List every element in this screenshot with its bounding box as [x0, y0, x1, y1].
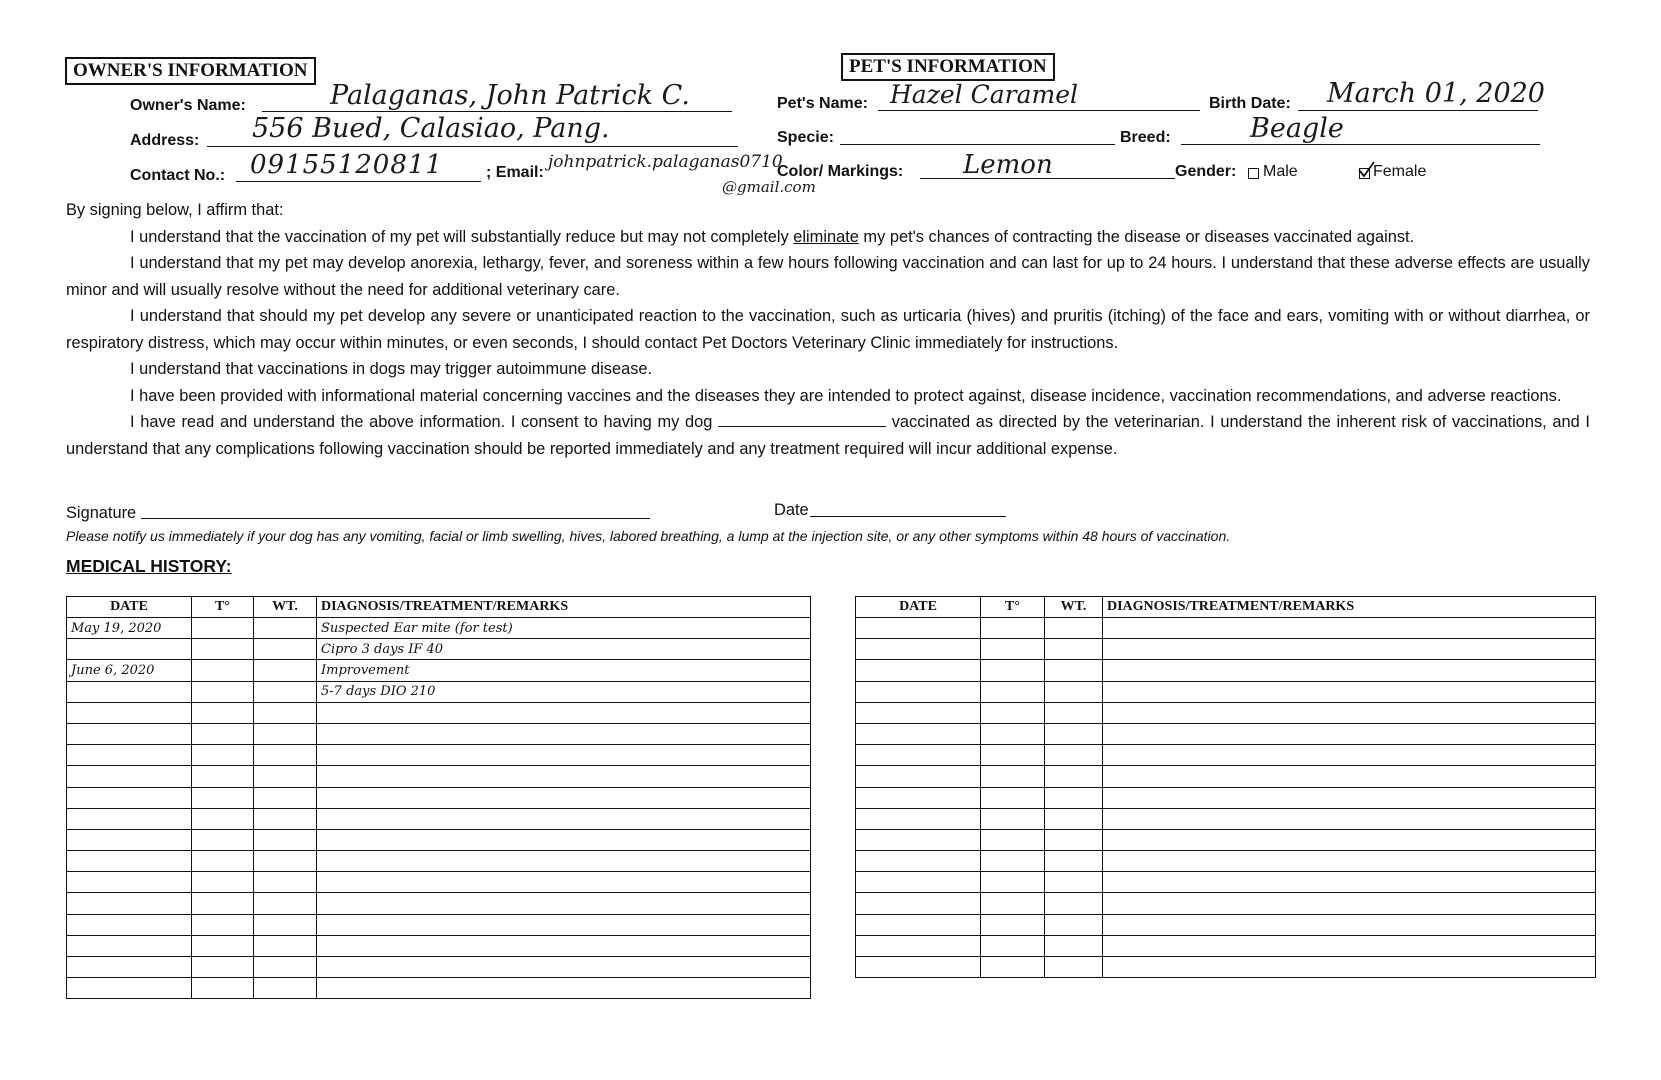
pet-name-label: Pet's Name:	[777, 95, 868, 112]
medical-history-table-right	[855, 596, 1596, 978]
weight-cell[interactable]	[254, 872, 317, 893]
remarks-cell[interactable]	[1103, 935, 1596, 956]
column-header-weight: WT.	[254, 597, 317, 618]
table-header-row	[856, 597, 1596, 618]
weight-cell[interactable]	[1045, 872, 1103, 893]
temp-cell[interactable]	[981, 808, 1045, 829]
pet-name-line	[878, 110, 1200, 111]
temp-cell[interactable]	[192, 723, 254, 744]
temp-cell[interactable]	[981, 957, 1045, 978]
temp-cell[interactable]	[192, 639, 254, 660]
table-row	[856, 914, 1596, 935]
temp-cell[interactable]	[192, 702, 254, 723]
pet-name-value[interactable]: Hazel Caramel	[890, 80, 1079, 109]
temp-cell[interactable]	[981, 745, 1045, 766]
pet-section-title: PET'S INFORMATION	[841, 53, 1055, 81]
weight-cell[interactable]	[254, 957, 317, 978]
table-row	[856, 851, 1596, 872]
signature-label: Signature	[66, 504, 137, 522]
remarks-cell[interactable]	[1103, 914, 1596, 935]
table-row	[856, 618, 1596, 639]
date-cell[interactable]	[856, 893, 981, 914]
date-cell[interactable]	[67, 745, 192, 766]
medical-history-title: MEDICAL HISTORY:	[66, 556, 232, 576]
breed-label: Breed:	[1120, 129, 1171, 146]
temp-cell[interactable]	[981, 766, 1045, 787]
birth-date-value[interactable]: March 01, 2020	[1327, 78, 1545, 109]
remarks-cell[interactable]	[317, 957, 811, 978]
date-cell[interactable]	[856, 723, 981, 744]
remarks-cell[interactable]	[1103, 618, 1596, 639]
temp-cell[interactable]	[192, 914, 254, 935]
table-row	[856, 872, 1596, 893]
temp-cell[interactable]	[192, 935, 254, 956]
weight-cell[interactable]	[1045, 723, 1103, 744]
date-cell[interactable]	[67, 957, 192, 978]
remarks-cell[interactable]	[1103, 723, 1596, 744]
temp-cell[interactable]	[981, 914, 1045, 935]
date-cell[interactable]	[67, 808, 192, 829]
weight-cell[interactable]	[254, 787, 317, 808]
date-cell[interactable]	[67, 639, 192, 660]
table-row	[67, 935, 811, 956]
table-row	[856, 639, 1596, 660]
weight-cell[interactable]	[254, 681, 317, 702]
consent-paragraph-1: I understand that the vaccination of my pet will substantially reduce but may not completely eliminate my pet's chances of contracting the disease or diseases vaccinated against.	[130, 227, 1415, 246]
owner-name-value[interactable]: Palaganas, John Patrick C.	[330, 80, 690, 111]
weight-cell[interactable]	[1045, 893, 1103, 914]
table-row	[856, 660, 1596, 681]
remarks-cell[interactable]	[1103, 893, 1596, 914]
consent-paragraph-4: I understand that vaccinations in dogs may trigger autoimmune disease.	[130, 360, 653, 378]
male-checkbox[interactable]	[1248, 168, 1259, 179]
date-cell[interactable]	[856, 681, 981, 702]
remarks-cell[interactable]	[1103, 639, 1596, 660]
date-cell[interactable]	[856, 829, 981, 850]
temp-cell[interactable]	[981, 702, 1045, 723]
remarks-cell[interactable]	[1103, 872, 1596, 893]
weight-cell[interactable]	[1045, 957, 1103, 978]
female-label: Female	[1373, 163, 1427, 180]
temp-cell[interactable]	[192, 681, 254, 702]
weight-cell[interactable]	[254, 829, 317, 850]
date-cell[interactable]	[67, 787, 192, 808]
date-cell[interactable]	[856, 745, 981, 766]
signature-line[interactable]	[141, 518, 650, 519]
table-row	[856, 766, 1596, 787]
remarks-cell[interactable]	[1103, 808, 1596, 829]
date-cell[interactable]	[856, 702, 981, 723]
temp-cell[interactable]	[192, 618, 254, 639]
notice-text: Please notify us immediately if your dog has any vomiting, facial or limb swelling, hives, labored breathing, a lump at the injection site, or any other symptoms within 48 hours of vaccination.	[66, 528, 1231, 544]
temp-cell[interactable]	[192, 829, 254, 850]
remarks-cell[interactable]	[317, 723, 811, 744]
temp-cell[interactable]	[981, 660, 1045, 681]
temp-cell[interactable]	[192, 957, 254, 978]
temp-cell[interactable]	[192, 745, 254, 766]
table-row	[856, 957, 1596, 978]
consent-text	[66, 197, 1590, 462]
date-cell[interactable]: June 6, 2020	[67, 660, 192, 681]
address-value[interactable]: 556 Bued, Calasiao, Pang.	[252, 113, 610, 144]
date-cell[interactable]	[67, 914, 192, 935]
temp-cell[interactable]	[981, 681, 1045, 702]
breed-line	[1181, 144, 1540, 145]
date-cell[interactable]	[856, 851, 981, 872]
date-line[interactable]	[810, 516, 1006, 517]
date-cell[interactable]	[67, 681, 192, 702]
remarks-cell[interactable]	[317, 893, 811, 914]
owner-name-line	[262, 111, 732, 112]
remarks-cell[interactable]	[317, 808, 811, 829]
column-header-date: DATE	[67, 597, 192, 618]
color-markings-value[interactable]: Lemon	[963, 150, 1053, 180]
date-cell[interactable]	[67, 851, 192, 872]
weight-cell[interactable]	[254, 660, 317, 681]
birth-date-line	[1298, 110, 1538, 111]
weight-cell[interactable]	[254, 808, 317, 829]
table-row	[856, 808, 1596, 829]
column-header-temp: T°	[981, 597, 1045, 618]
birth-date-label: Birth Date:	[1209, 95, 1291, 112]
table-row	[856, 787, 1596, 808]
temp-cell[interactable]	[192, 766, 254, 787]
weight-cell[interactable]	[254, 893, 317, 914]
column-header-remarks: DIAGNOSIS/TREATMENT/REMARKS	[1103, 597, 1596, 618]
remarks-cell[interactable]	[317, 787, 811, 808]
address-label: Address:	[130, 132, 200, 149]
table-row	[67, 957, 811, 978]
remarks-cell[interactable]	[317, 851, 811, 872]
date-cell[interactable]	[856, 766, 981, 787]
table-row	[67, 766, 811, 787]
table-row	[67, 829, 811, 850]
table-row	[67, 787, 811, 808]
weight-cell[interactable]	[1045, 681, 1103, 702]
column-header-date: DATE	[856, 597, 981, 618]
address-line	[207, 146, 738, 147]
table-row	[67, 914, 811, 935]
date-cell[interactable]	[856, 808, 981, 829]
date-cell[interactable]	[67, 829, 192, 850]
table-row	[67, 702, 811, 723]
weight-cell[interactable]	[254, 639, 317, 660]
table-row	[67, 660, 811, 681]
table-row	[67, 618, 811, 639]
consent-paragraph-6: I have read and understand the above information. I consent to having my dog vaccinated as directed by the veterinarian. I understand the inherent risk of vaccinations, and I understand that any complications following vaccination should be reported immediately and any treatment required will incur additional expense.	[66, 413, 1590, 458]
weight-cell[interactable]	[1045, 702, 1103, 723]
weight-cell[interactable]	[254, 978, 317, 999]
remarks-cell[interactable]	[317, 914, 811, 935]
remarks-cell[interactable]	[317, 829, 811, 850]
temp-cell[interactable]	[192, 893, 254, 914]
date-cell[interactable]	[856, 935, 981, 956]
temp-cell[interactable]	[981, 723, 1045, 744]
table-row	[856, 745, 1596, 766]
remarks-cell[interactable]: Cipro 3 days IF 40	[317, 639, 811, 660]
table-header-row	[67, 597, 811, 618]
table-row	[67, 851, 811, 872]
remarks-cell[interactable]: Suspected Ear mite (for test)	[317, 618, 811, 639]
date-cell[interactable]	[67, 723, 192, 744]
weight-cell[interactable]	[1045, 914, 1103, 935]
table-row	[67, 639, 811, 660]
column-header-remarks: DIAGNOSIS/TREATMENT/REMARKS	[317, 597, 811, 618]
date-cell[interactable]: May 19, 2020	[67, 618, 192, 639]
breed-value[interactable]: Beagle	[1250, 113, 1344, 144]
male-label: Male	[1263, 163, 1298, 180]
weight-cell[interactable]	[254, 702, 317, 723]
temp-cell[interactable]	[192, 851, 254, 872]
table-row	[856, 893, 1596, 914]
remarks-cell[interactable]	[1103, 957, 1596, 978]
remarks-cell[interactable]	[1103, 660, 1596, 681]
temp-cell[interactable]	[981, 639, 1045, 660]
weight-cell[interactable]	[1045, 787, 1103, 808]
date-cell[interactable]	[856, 639, 981, 660]
date-cell[interactable]	[67, 872, 192, 893]
email-label: ; Email:	[486, 164, 544, 181]
gender-label: Gender:	[1175, 163, 1237, 180]
remarks-cell[interactable]	[317, 872, 811, 893]
owner-name-label: Owner's Name:	[130, 97, 246, 114]
color-markings-label: Color/ Markings:	[777, 163, 904, 180]
contact-value[interactable]: 09155120811	[250, 150, 443, 180]
column-header-temp: T°	[192, 597, 254, 618]
temp-cell[interactable]	[192, 787, 254, 808]
table-row	[856, 723, 1596, 744]
temp-cell[interactable]	[192, 660, 254, 681]
remarks-cell[interactable]	[1103, 681, 1596, 702]
remarks-cell[interactable]	[1103, 745, 1596, 766]
temp-cell[interactable]	[192, 872, 254, 893]
remarks-cell[interactable]	[317, 745, 811, 766]
table-row	[856, 681, 1596, 702]
remarks-cell[interactable]	[1103, 787, 1596, 808]
weight-cell[interactable]	[254, 723, 317, 744]
owner-section-title: OWNER'S INFORMATION	[65, 57, 316, 85]
table-row	[856, 702, 1596, 723]
weight-cell[interactable]	[1045, 745, 1103, 766]
date-cell[interactable]	[856, 957, 981, 978]
date-cell[interactable]	[856, 618, 981, 639]
medical-history-table-left	[66, 596, 811, 999]
date-cell[interactable]	[67, 893, 192, 914]
temp-cell[interactable]	[192, 808, 254, 829]
temp-cell[interactable]	[981, 829, 1045, 850]
dog-name-blank[interactable]	[718, 412, 886, 427]
temp-cell[interactable]	[981, 935, 1045, 956]
temp-cell[interactable]	[981, 851, 1045, 872]
email-value[interactable]: johnpatrick.palaganas0710	[548, 152, 783, 172]
column-header-weight: WT.	[1045, 597, 1103, 618]
table-row	[67, 723, 811, 744]
weight-cell[interactable]	[254, 914, 317, 935]
specie-label: Specie:	[777, 129, 834, 146]
remarks-cell[interactable]	[1103, 766, 1596, 787]
temp-cell[interactable]	[981, 893, 1045, 914]
remarks-cell[interactable]	[1103, 702, 1596, 723]
table-row	[67, 893, 811, 914]
date-cell[interactable]	[856, 914, 981, 935]
consent-intro: By signing below, I affirm that:	[66, 201, 284, 219]
remarks-cell[interactable]: Improvement	[317, 660, 811, 681]
remarks-cell[interactable]	[317, 702, 811, 723]
weight-cell[interactable]	[1045, 808, 1103, 829]
temp-cell[interactable]	[192, 978, 254, 999]
weight-cell[interactable]	[1045, 935, 1103, 956]
weight-cell[interactable]	[1045, 829, 1103, 850]
table-row	[856, 829, 1596, 850]
date-cell[interactable]	[67, 978, 192, 999]
consent-paragraph-3: I understand that should my pet develop any severe or unanticipated reaction to the vaccination, such as urticaria (hives) and pruritis (itching) of the face and ears, vomiting with or without diarrhea, or respiratory distress, which may occur within minutes, or even seconds, I should contact Pet Doctors Veterinary Clinic immediately for instructions.	[66, 307, 1590, 352]
temp-cell[interactable]	[981, 787, 1045, 808]
date-cell[interactable]	[856, 787, 981, 808]
weight-cell[interactable]	[254, 618, 317, 639]
consent-paragraph-2: I understand that my pet may develop anorexia, lethargy, fever, and soreness within a few hours following vaccination and can last for up to 24 hours. I understand that these adverse effects are usually minor and will usually resolve without the need for additional veterinary care.	[66, 254, 1590, 299]
temp-cell[interactable]	[981, 618, 1045, 639]
date-cell[interactable]	[67, 766, 192, 787]
date-cell[interactable]	[856, 872, 981, 893]
date-cell[interactable]	[67, 935, 192, 956]
table-row	[67, 745, 811, 766]
contact-line	[236, 181, 481, 182]
table-row	[67, 808, 811, 829]
remarks-cell[interactable]	[317, 935, 811, 956]
weight-cell[interactable]	[1045, 618, 1103, 639]
weight-cell[interactable]	[254, 766, 317, 787]
weight-cell[interactable]	[1045, 660, 1103, 681]
weight-cell[interactable]	[254, 851, 317, 872]
specie-line	[840, 144, 1115, 145]
weight-cell[interactable]	[1045, 766, 1103, 787]
date-cell[interactable]	[67, 702, 192, 723]
date-label: Date	[774, 501, 809, 519]
table-row	[856, 935, 1596, 956]
remarks-cell[interactable]	[317, 978, 811, 999]
contact-label: Contact No.:	[130, 167, 226, 184]
weight-cell[interactable]	[254, 935, 317, 956]
temp-cell[interactable]	[981, 872, 1045, 893]
table-row	[67, 978, 811, 999]
email-value-domain: @gmail.com	[722, 178, 816, 196]
date-cell[interactable]	[856, 660, 981, 681]
consent-paragraph-5: I have been provided with informational material concerning vaccines and the diseases they are intended to protect against, disease incidence, vaccination recommendations, and adverse reactions.	[130, 386, 1562, 405]
remarks-cell[interactable]: 5-7 days DIO 210	[317, 681, 811, 702]
weight-cell[interactable]	[1045, 639, 1103, 660]
table-row	[67, 681, 811, 702]
remarks-cell[interactable]	[317, 766, 811, 787]
remarks-cell[interactable]	[1103, 851, 1596, 872]
weight-cell[interactable]	[254, 745, 317, 766]
weight-cell[interactable]	[1045, 851, 1103, 872]
table-row	[67, 872, 811, 893]
remarks-cell[interactable]	[1103, 829, 1596, 850]
